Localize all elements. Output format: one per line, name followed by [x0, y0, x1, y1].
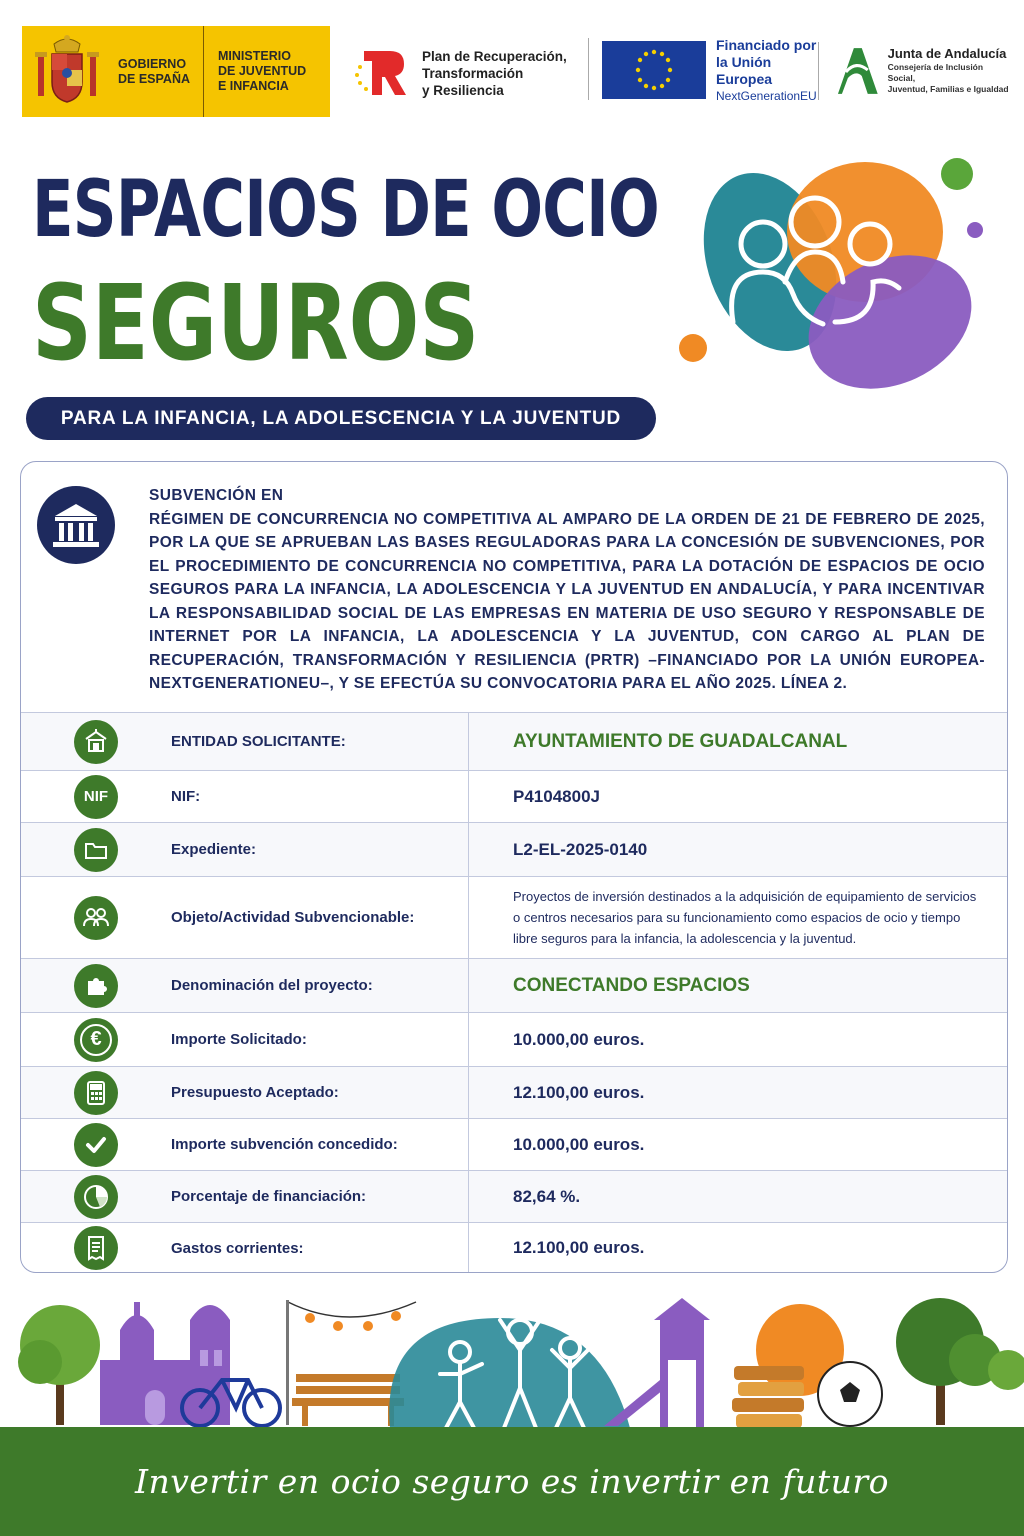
subsidy-heading: SUBVENCIÓN EN [149, 487, 284, 504]
subsidy-info-card [20, 461, 1008, 1273]
row-label: Gastos corrientes: [171, 1223, 469, 1273]
hero-family-illustration [675, 152, 1005, 392]
calculator-icon [74, 1071, 118, 1115]
row-value: AYUNTAMIENTO DE GUADALCANAL [513, 730, 848, 752]
euro-symbol: € [90, 1028, 102, 1050]
row-value: 12.100,00 euros. [513, 1238, 645, 1257]
nif-icon [74, 775, 118, 819]
page-subtitle [26, 397, 656, 440]
row-value: Proyectos de inversión destinados a la adquisición de equipamiento de servicios o centros necesarios para su funcionamiento como espacios de ocio y tiempo libre seguros para la infancia, la adolescencia y la juventud. [513, 889, 977, 946]
eu-logo [602, 36, 817, 103]
row-value: 82,64 %. [513, 1186, 581, 1206]
table-row [21, 1170, 1007, 1222]
row-value: L2-EL-2025-0140 [513, 839, 648, 859]
receipt-icon [74, 1226, 118, 1270]
row-label: Porcentaje de financiación: [171, 1171, 469, 1222]
subsidy-intro [21, 462, 1007, 712]
park-scene-illustration [0, 1290, 1024, 1430]
row-label: Expediente: [171, 823, 469, 876]
row-value: 10.000,00 euros. [513, 1029, 645, 1049]
table-row [21, 1012, 1007, 1066]
subsidy-body: RÉGIMEN DE CONCURRENCIA NO COMPETITIVA AL AMPARO DE LA ORDEN DE 21 DE FEBRERO DE 2025, POR LA QUE SE APRUEBAN LAS BASES REGULADORAS PARA LA CONCESIÓN DE SUBVENCIONES, POR EL PROCEDIMIENTO DE CONCURRENCIA NO COMPETITIVA, PARA LA DOTACIÓN DE ESPACIOS DE OCIO SEGUROS PARA LA INFANCIA, LA ADOLESCENCIA Y LA JUVENTUD EN ANDALUCÍA, Y PARA INCENTIVAR LA RESPONSABILIDAD SOCIAL DE LAS EMPRESAS EN MATERIA DE USO SEGURO Y RESPONSABLE DE INTERNET POR LA INFANCIA, LA ADOLESCENCIA Y LA JUVENTUD, CON CARGO AL PLAN DE RECUPERACIÓN, TRANSFORMACIÓN Y RESILIENCIA (PRTR) –FINANCIADO POR LA UNIÓN EUROPEA- NEXTGENERATIONEU–, Y SE EFECTÚA SU CONVOCATORIA PARA EL AÑO 2025. LÍNEA 2. [149, 510, 985, 692]
prtr-mark-icon [352, 45, 408, 101]
subsidy-description [149, 484, 985, 696]
eu-program-label: NextGenerationEU [716, 88, 817, 103]
junta-andalucia-logo [832, 40, 1012, 100]
people-icon [74, 896, 118, 940]
row-value: 10.000,00 euros. [513, 1134, 645, 1154]
row-label: Presupuesto Aceptado: [171, 1067, 469, 1118]
table-row [21, 1118, 1007, 1170]
footer-banner [0, 1427, 1024, 1536]
junta-name-label: Junta de Andalucía [887, 45, 1007, 61]
check-icon [74, 1123, 118, 1167]
table-row [21, 1222, 1007, 1273]
ministerio-label: MINISTERIO DE JUVENTUD E INFANCIA [218, 49, 307, 93]
row-value: P4104800J [513, 786, 600, 806]
row-value: 12.100,00 euros. [513, 1082, 645, 1102]
pie-chart-icon [74, 1175, 118, 1219]
row-value: CONECTANDO ESPACIOS [513, 974, 750, 996]
institution-icon [37, 486, 115, 564]
eu-flag-icon [602, 41, 706, 99]
row-label: Denominación del proyecto: [171, 959, 469, 1012]
table-row [21, 1066, 1007, 1118]
table-row [21, 958, 1007, 1012]
footer-slogan: Invertir en ocio seguro es invertir en futuro [134, 1462, 889, 1501]
header-logos [22, 26, 1012, 118]
row-label: Objeto/Actividad Subvencionable: [171, 877, 469, 958]
page-title-line1: ESPACIOS DE OCIO [32, 165, 659, 255]
row-label: NIF: [171, 771, 469, 822]
gobierno-label: GOBIERNO DE ESPAÑA [112, 26, 204, 117]
spain-coat-of-arms-icon [22, 26, 112, 117]
table-row [21, 822, 1007, 876]
gobierno-espana-logo [22, 26, 330, 117]
table-row [21, 876, 1007, 958]
town-hall-icon [74, 720, 118, 764]
table-row [21, 712, 1007, 770]
prtr-label: Plan de Recuperación, Transformación y Resiliencia [422, 48, 567, 98]
subtitle-text: PARA LA INFANCIA, LA ADOLESCENCIA Y LA JUVENTUD [60, 407, 622, 429]
row-label: Importe subvención concedido: [171, 1119, 469, 1170]
puzzle-icon [74, 964, 118, 1008]
subsidy-details-table [21, 712, 1007, 1273]
row-label: ENTIDAD SOLICITANTE: [171, 713, 469, 770]
junta-mark-icon [832, 42, 882, 98]
eu-funded-label: Financiado por la Unión Europea [716, 36, 817, 87]
page-title-line2: SEGUROS [32, 262, 480, 384]
logo-divider [588, 38, 589, 100]
euro-icon [74, 1018, 118, 1062]
folder-icon [74, 828, 118, 872]
prtr-logo [352, 38, 592, 108]
nif-icon-text: NIF [83, 788, 109, 805]
junta-dept-label: Consejería de Inclusión Social, Juventud, Familias e Igualdad [887, 61, 1009, 94]
table-row [21, 770, 1007, 822]
logo-divider [818, 42, 819, 100]
row-label: Importe Solicitado: [171, 1013, 469, 1066]
